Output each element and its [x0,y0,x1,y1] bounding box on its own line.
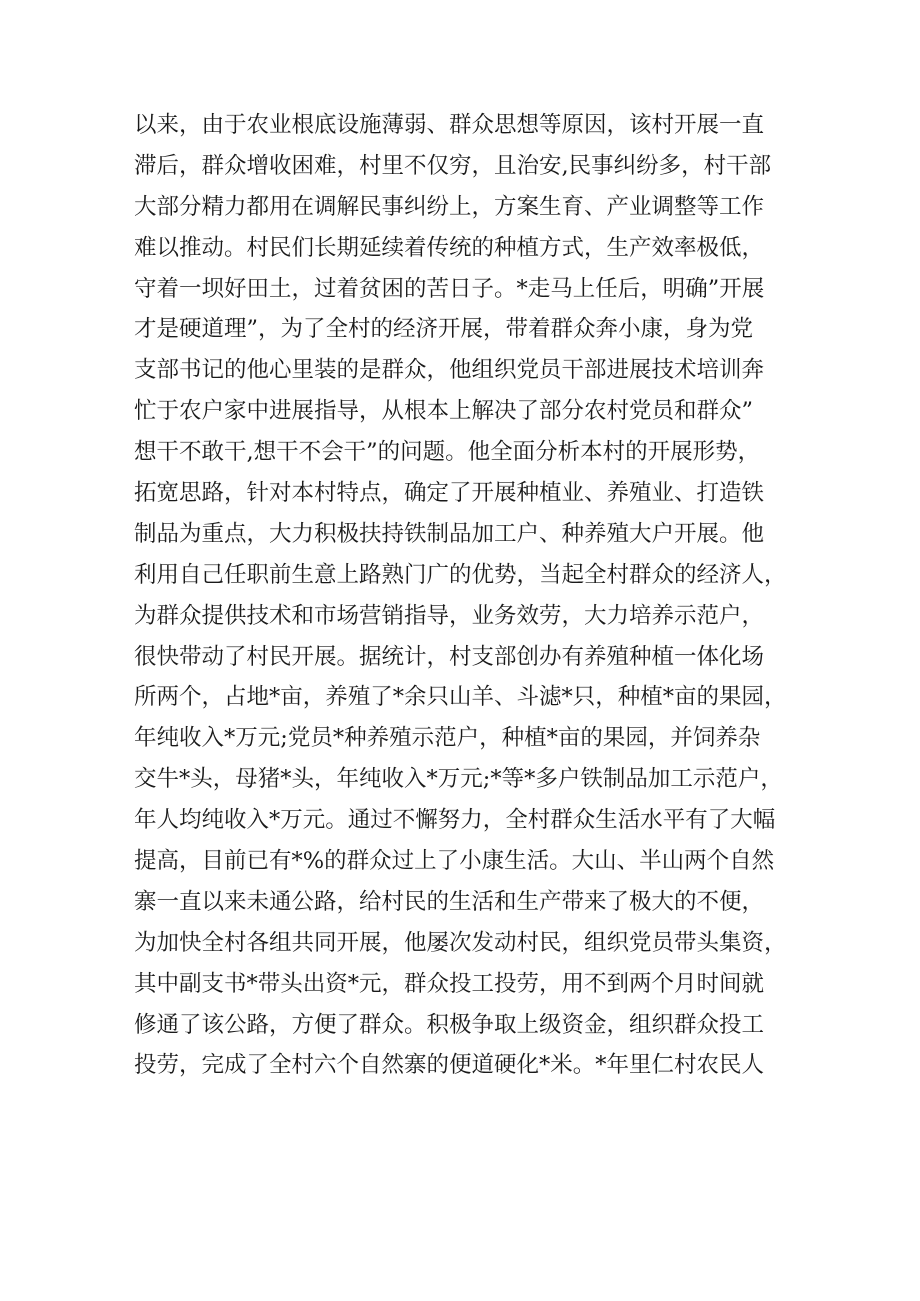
text-line: 交牛*头，母猪*头，年纯收入*万元;*等*多户铁制品加工示范户， [134,766,783,793]
text-line: 很快带动了村民开展。据统计，村支部创办有养殖种植一体化场 [134,643,765,670]
text-line: 制品为重点，大力积极扶持铁制品加工户、种养殖大户开展。他 [134,520,765,547]
text-line: 才是硬道理”，为了全村的经济开展，带着群众奔小康，身为党 [134,316,754,343]
text-line: 守着一坝好田土，过着贫困的苦日子。*走马上任后，明确”开展 [134,275,765,302]
text-line: 支部书记的他心里装的是群众，他组织党员干部进展技术培训奔 [134,357,765,384]
text-line: 修通了该公路，方便了群众。积极争取上级资金，组织群众投工 [134,1011,765,1038]
text-line: 所两个，占地*亩，养殖了*余只山羊、斗滤*只，种植*亩的果园， [134,684,787,711]
text-line: 以来，由于农业根底设施薄弱、群众思想等原因，该村开展一直 [134,112,765,138]
body-text [134,105,814,1086]
text-line: 为群众提供技术和市场营销指导，业务效劳，大力培养示范户， [134,602,765,629]
text-line: 提高，目前已有*%的群众过上了小康生活。大山、半山两个自然 [134,848,775,875]
text-line: 拓宽思路，针对本村特点，确定了开展种植业、养殖业、打造铁 [134,480,765,507]
text-line: 难以推动。村民们长期延续着传统的种植方式，生产效率极低， [134,234,765,261]
text-line: 其中副支书*带头出资*元，群众投工投劳，用不到两个月时间就 [134,970,765,997]
text-line: 投劳，完成了全村六个自然寨的便道硬化*米。*年里仁村农民人 [134,1052,765,1079]
text-line: 大部分精力都用在调解民事纠纷上，方案生育、产业调整等工作 [134,193,765,220]
text-line: 年纯收入*万元;党员*种养殖示范户，种植*亩的果园，并饲养杂 [134,725,761,752]
text-line: 为加快全村各组共同开展，他屡次发动村民，组织党员带头集资， [134,929,787,956]
text-line: 滞后，群众增收困难，村里不仅穷，且治安,民事纠纷多，村干部 [134,152,772,179]
text-line: 年人均纯收入*万元。通过不懈努力，全村群众生活水平有了大幅 [134,807,776,834]
text-line: 想干不敢干,想干不会干”的问题。他全面分析本村的开展形势， [134,439,761,466]
text-line: 寨一直以来未通公路，给村民的生活和生产带来了极大的不便， [134,888,765,915]
text-line: 忙于农户家中进展指导，从根本上解决了部分农村党员和群众” [134,398,754,425]
text-line: 利用自己任职前生意上路熟门广的优势，当起全村群众的经济人， [134,561,787,588]
